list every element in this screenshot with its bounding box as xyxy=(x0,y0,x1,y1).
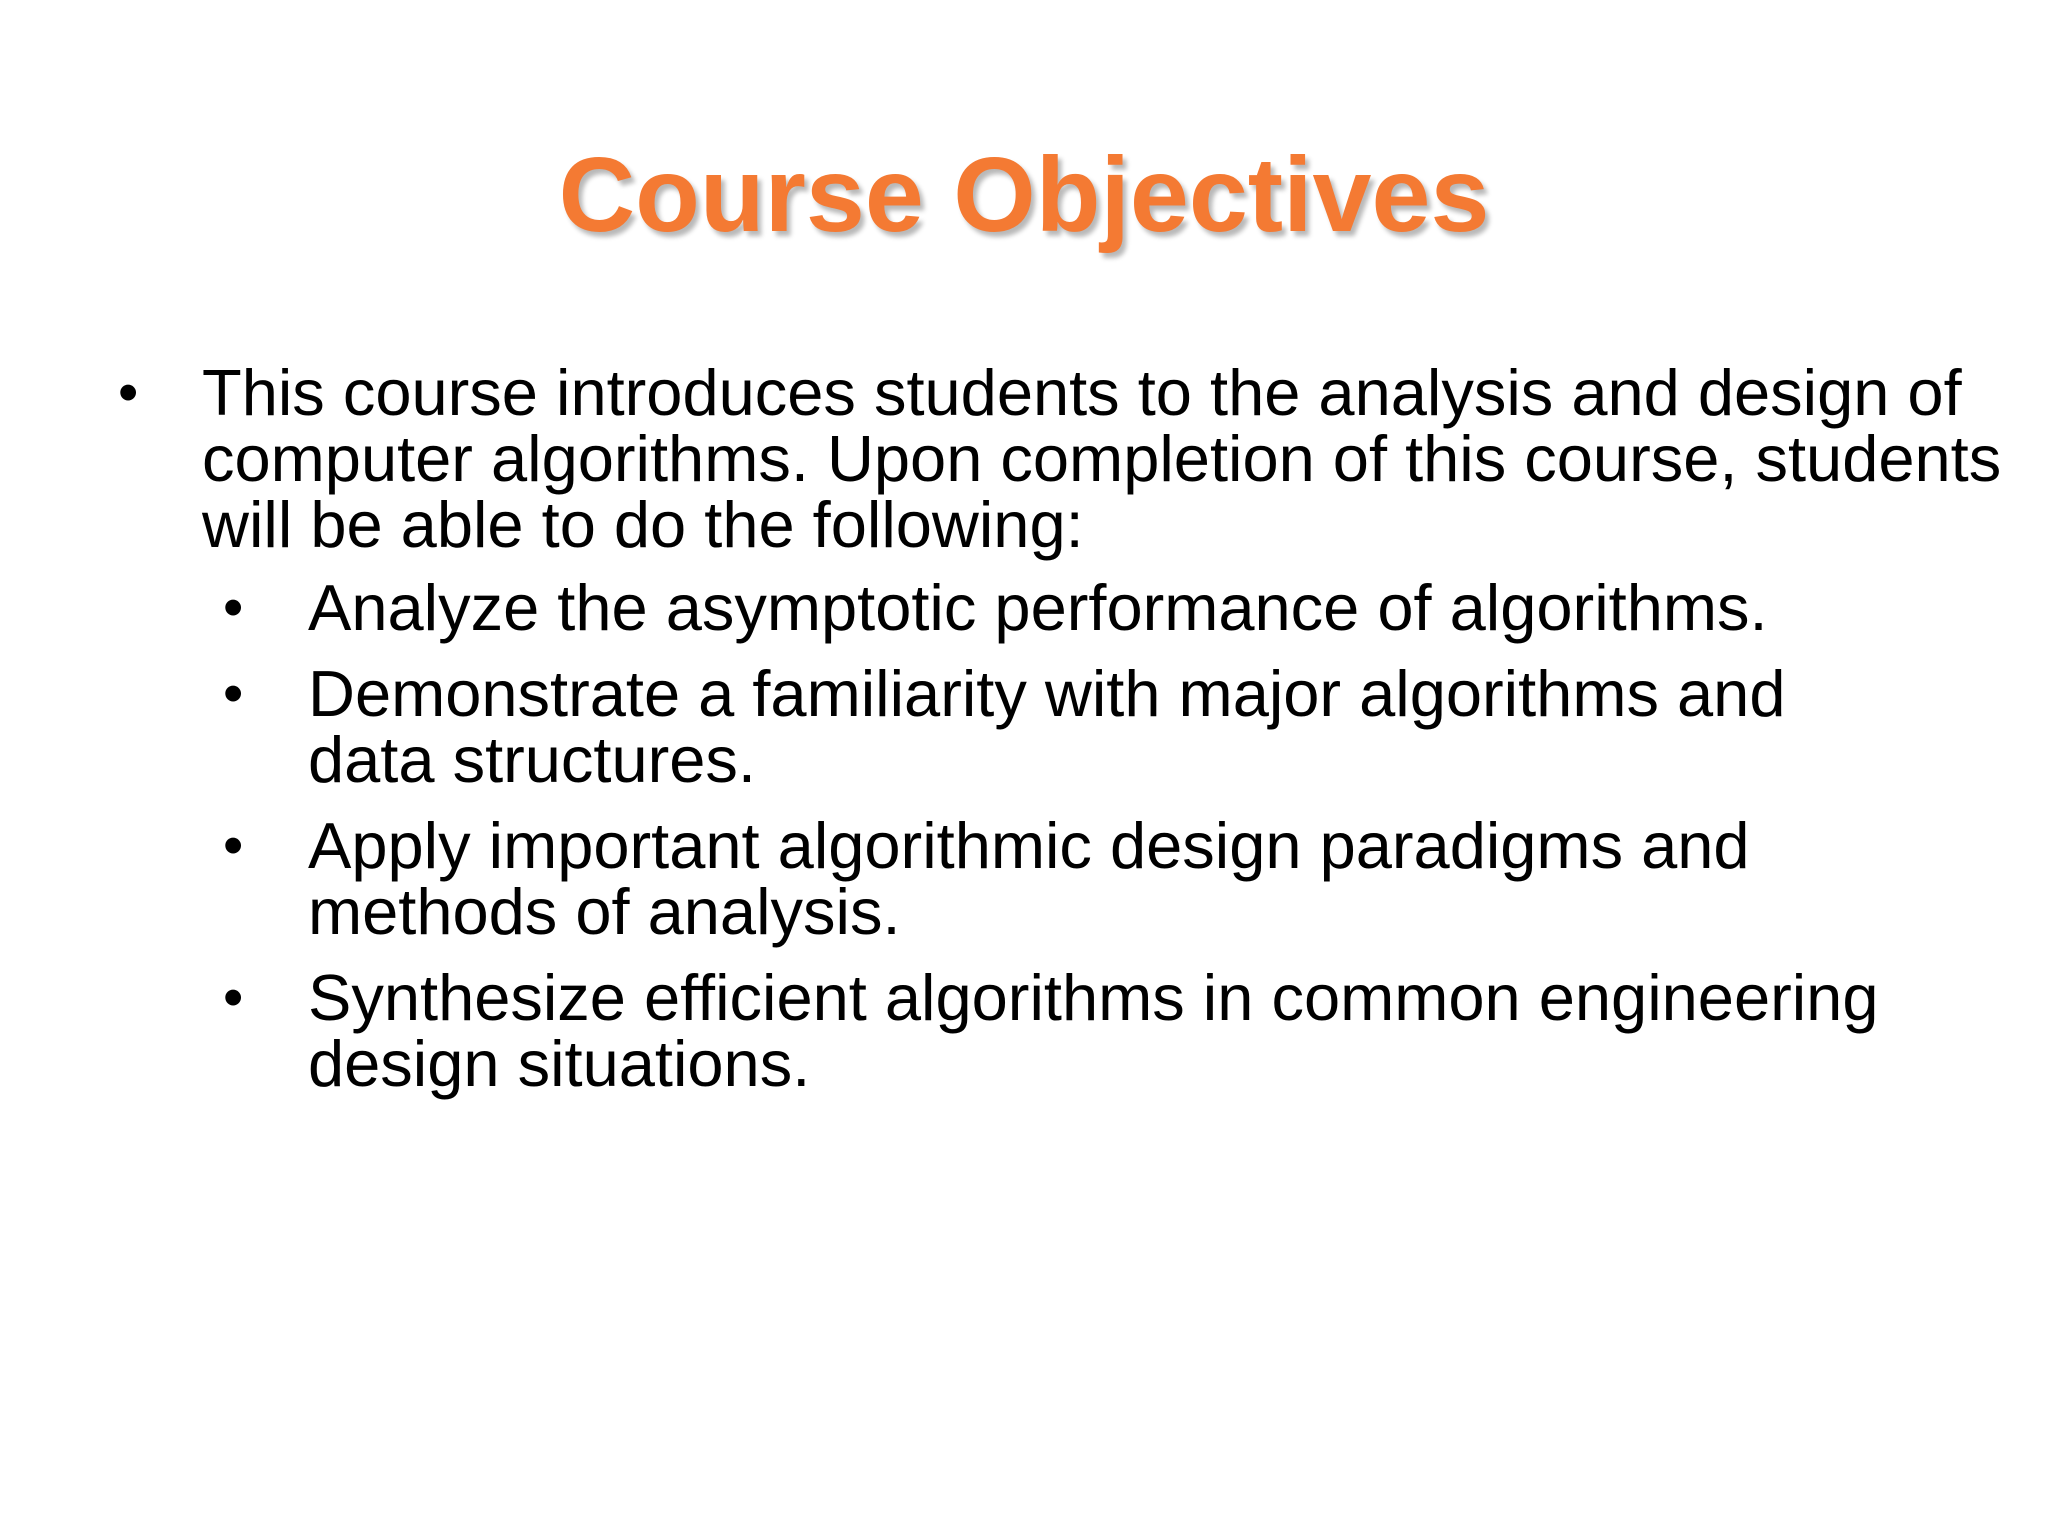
sub-bullet-item-synthesize xyxy=(118,961,1918,1100)
bullet-marker: • xyxy=(223,965,244,1030)
sub-bullet-item-analyze xyxy=(118,571,1918,644)
bullet-item-intro xyxy=(118,356,2022,561)
bullet-marker: • xyxy=(223,661,244,726)
sub-bullet-item-demonstrate xyxy=(118,657,1918,796)
bullet-text: Demonstrate a familiarity with major algorithms and data structures. xyxy=(308,657,1786,796)
bullet-marker: • xyxy=(223,575,244,640)
bullet-text: Analyze the asymptotic performance of algorithms. xyxy=(308,571,1768,644)
bullet-list xyxy=(118,356,2002,1100)
bullet-marker: • xyxy=(223,813,244,878)
bullet-text: This course introduces students to the analysis and design of computer algorithms. Upon completion of this course, students will be able to do the following: xyxy=(202,356,2002,561)
bullet-text: Synthesize efficient algorithms in common engineering design situations. xyxy=(308,961,1879,1100)
bullet-text: Apply important algorithmic design paradigms and methods of analysis. xyxy=(308,809,1750,948)
bullet-marker: • xyxy=(118,360,139,425)
slide-title: Course Objectives xyxy=(558,136,1490,254)
sub-bullet-item-apply xyxy=(118,809,1918,948)
